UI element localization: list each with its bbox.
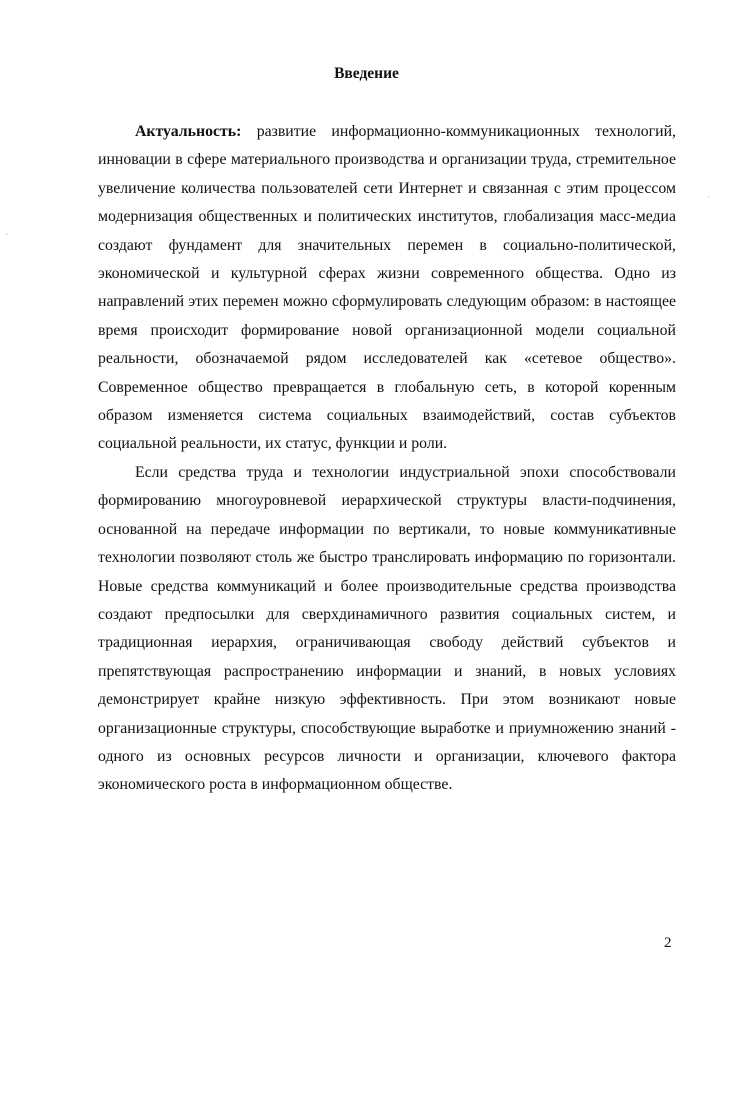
scan-speck: ˊ [5, 233, 9, 244]
paragraph-text: Если средства труда и технологии индустриальной эпохи способствовали формированию многоуровневой иерархической структуры власти-подчинения, основанной на передаче информации по вертикали, то новые коммуникативные технологии позволяют столь же быстро транслировать информацию по горизонтали. Новые средства коммуникаций и более производительные средства производства создают предпосылки для сверхдинамичного развития социальных систем, и традиционная иерархия, ограничивающая свободу действий субъектов и препятствующая распространению информации и знаний, в новых условиях демонстрирует крайне низкую эффективность. При этом возникают новые организационные структуры, способствующие выработке и приумножению знаний - одного из основных ресурсов личности и организации, ключевого фактора экономического роста в информационном обществе. [98, 463, 676, 794]
scan-speck: ˈ [707, 195, 711, 206]
paragraph-text: развитие информационно-коммуникационных технологий, инновации в сфере материального производства и организации труда, стремительное увеличение количества пользователей сети Интернет и связанная с этим процессом модернизация общественных и политических институтов, глобализация масс-медиа создают фундамент для значительных перемен в социально-политической, экономической и культурной сферах жизни современного общества. Одно из направлений этих перемен можно сформулировать следующим образом: в настоящее время происходит формирование новой организационной модели социальной реальности, обозначаемой рядом исследователей как «сетевое общество». Современное общество превращается в глобальную сеть, в которой коренным образом изменяется система социальных взаимодействий, состав субъектов социальной реальности, их статус, функции и роли. [98, 123, 676, 453]
paragraph-lead-label: Актуальность: [135, 123, 242, 140]
paragraph [98, 459, 676, 800]
page-number: 2 [664, 935, 672, 951]
page-title: Введение [334, 65, 399, 82]
body-text [98, 118, 676, 800]
paragraph [98, 118, 676, 459]
